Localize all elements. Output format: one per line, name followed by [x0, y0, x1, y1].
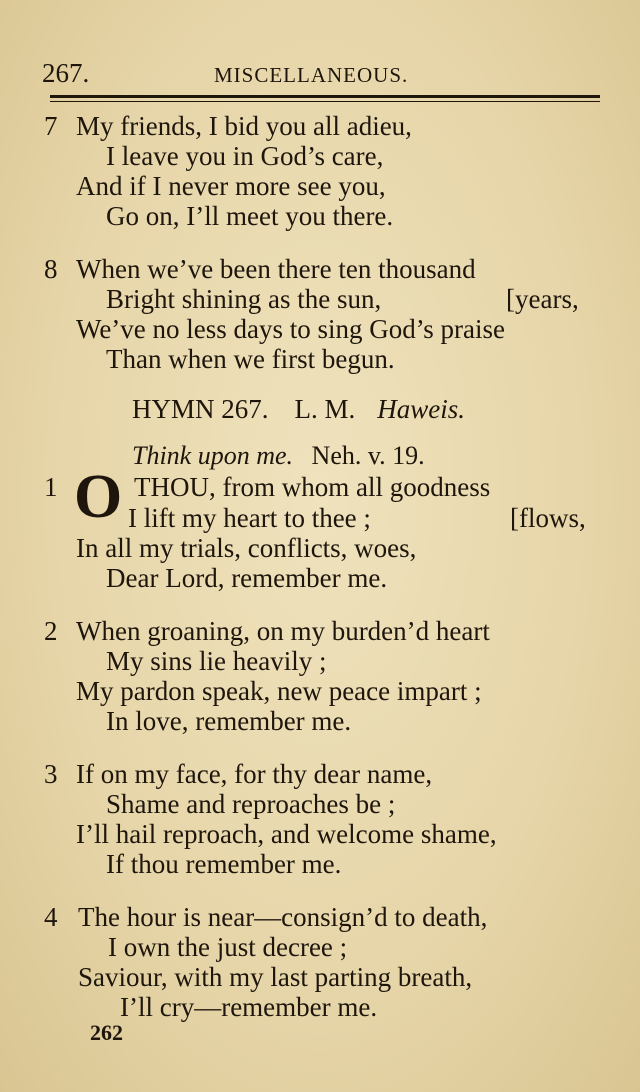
- verse-line: THOU, from whom all goodness: [134, 472, 491, 502]
- verse-line: And if I never more see you,: [76, 171, 386, 201]
- verse-line: In all my trials, conflicts, woes,: [76, 533, 417, 563]
- hymn-heading: [132, 394, 465, 425]
- verse-number: 4: [44, 902, 58, 932]
- hymn-subtitle: [132, 441, 425, 471]
- verse-line: In love, remember me.: [106, 706, 352, 736]
- verse-line: My pardon speak, new peace impart ;: [76, 676, 482, 706]
- verse-line: My friends, I bid you all adieu,: [76, 111, 412, 141]
- verse-line: Bright shining as the sun,: [106, 284, 382, 314]
- drop-cap: O: [74, 463, 123, 531]
- verse-line: I own the just decree ;: [108, 932, 348, 962]
- page-number: 267.: [42, 58, 90, 88]
- verse-line: When groaning, on my burden’d heart: [76, 616, 490, 646]
- verse-number: 8: [44, 254, 58, 284]
- subtitle-theme: Think upon me.: [132, 441, 294, 470]
- verse-line: The hour is near—consign’d to death,: [78, 902, 488, 932]
- verse-number: 7: [44, 111, 58, 141]
- verse-number: 1: [44, 472, 58, 502]
- verse-line: Saviour, with my last parting breath,: [78, 962, 473, 992]
- verse-line: Dear Lord, remember me.: [106, 563, 388, 593]
- verse-line: Shame and reproaches be ;: [106, 789, 396, 819]
- turnover-word: [flows,: [510, 503, 586, 533]
- verse-line: If on my face, for thy dear name,: [76, 759, 433, 789]
- hymn-meter: L. M.: [294, 394, 356, 424]
- verse-line: Go on, I’ll meet you there.: [106, 201, 394, 231]
- verse-line: We’ve no less days to sing God’s praise: [76, 314, 506, 344]
- scripture-reference: Neh. v. 19.: [311, 441, 425, 470]
- verse-number: 3: [44, 759, 58, 789]
- verse-line: I leave you in God’s care,: [106, 141, 384, 171]
- verse-line: My sins lie heavily ;: [106, 646, 327, 676]
- hymn-title: HYMN 267.: [132, 394, 269, 424]
- verse-line: I’ll hail reproach, and welcome shame,: [76, 819, 497, 849]
- verse-line: I lift my heart to thee ;: [128, 503, 371, 533]
- running-title: MISCELLANEOUS.: [214, 63, 409, 87]
- hymn-author: Haweis.: [377, 394, 466, 424]
- verse-line: If thou remember me.: [106, 849, 342, 879]
- header-rule-thick: [50, 95, 600, 98]
- turnover-word: [years,: [506, 284, 579, 314]
- header-rule-thin: [50, 101, 600, 102]
- verse-line: When we’ve been there ten thousand: [76, 254, 476, 284]
- verse-line: Than when we first begun.: [106, 344, 395, 374]
- verse-line: I’ll cry—remember me.: [120, 992, 378, 1022]
- running-header: [42, 58, 592, 92]
- signature-mark: 262: [90, 1020, 123, 1045]
- verse-number: 2: [44, 616, 58, 646]
